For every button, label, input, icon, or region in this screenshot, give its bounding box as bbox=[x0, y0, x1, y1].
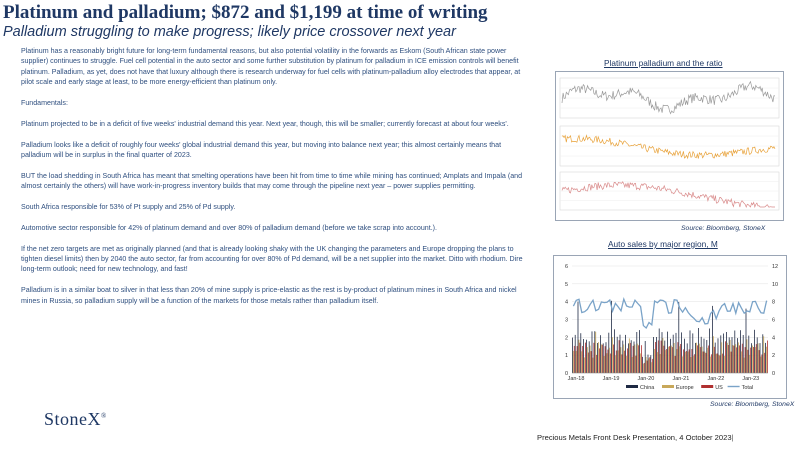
chart-auto-sales-legend-label-europe: Europe bbox=[676, 385, 694, 391]
chart-auto-sales-total-line bbox=[573, 299, 766, 328]
chart-auto-sales-bar-us bbox=[725, 341, 726, 373]
chart-auto-sales-bar-china bbox=[653, 337, 654, 373]
chart-auto-sales-bar-china bbox=[723, 334, 724, 374]
paragraph-load-shedding: BUT the load shedding in South Africa has meant that smelting operations have been hit from time to time while mining has continued; Amplats and Impala (and almost certainly the others) will have work-in-progress inventory builds that may come through the pipeline next year – power supplies permitting. bbox=[21, 171, 523, 191]
chart-auto-sales-bar-europe bbox=[618, 350, 619, 373]
chart-auto-sales-bar-china bbox=[592, 331, 593, 373]
footer bbox=[537, 433, 734, 442]
chart-auto-sales-bar-china bbox=[678, 302, 679, 373]
chart-auto-sales-bar-china bbox=[667, 332, 668, 373]
chart-auto-sales-bar-us bbox=[736, 347, 737, 373]
chart-auto-sales-bar-us bbox=[588, 353, 589, 374]
chart-auto-sales-bar-us bbox=[703, 352, 704, 374]
chart-auto-sales-bar-europe bbox=[766, 347, 767, 373]
chart-auto-sales-bar-us bbox=[672, 347, 673, 373]
chart-auto-sales-bar-china bbox=[712, 306, 713, 373]
chart-auto-sales-bar-us bbox=[579, 343, 580, 373]
chart-auto-sales-y-right-tick: 8 bbox=[772, 299, 776, 306]
chart-auto-sales-bar-europe bbox=[738, 342, 739, 373]
chart-auto-sales-bar-us bbox=[764, 353, 765, 373]
chart-auto-sales-bar-europe bbox=[733, 345, 734, 373]
chart-auto-sales-bar-europe bbox=[688, 352, 689, 374]
page-title: Platinum and palladium; $872 and $1,199 at time of writing bbox=[3, 2, 488, 23]
chart-auto-sales-bar-china bbox=[645, 341, 646, 373]
chart-auto-sales-y-left-tick: 6 bbox=[564, 264, 568, 270]
chart-auto-sales-bar-us bbox=[585, 343, 586, 373]
chart-auto-sales-bar-europe bbox=[741, 351, 742, 373]
chart-auto-sales-bar-china bbox=[740, 330, 741, 373]
chart-auto-sales-bar-us bbox=[700, 347, 701, 373]
chart-auto-sales-bar-china bbox=[709, 329, 710, 374]
chart-auto-sales-bar-china bbox=[597, 343, 598, 373]
chart-auto-sales-bar-us bbox=[635, 356, 636, 373]
chart-auto-sales-bar-china bbox=[594, 331, 595, 373]
chart-auto-sales-svg bbox=[554, 256, 786, 398]
chart-auto-sales-bar-china bbox=[746, 309, 747, 373]
chart-auto-sales-bar-europe bbox=[581, 351, 582, 373]
chart-auto-sales-bar-china bbox=[586, 340, 587, 373]
chart-auto-sales-bar-europe bbox=[635, 345, 636, 374]
chart-auto-sales-bar-europe bbox=[593, 358, 594, 373]
chart-pt-pd-platinum-line bbox=[562, 135, 775, 158]
chart-auto-sales-bar-us bbox=[683, 349, 684, 373]
chart-auto-sales-bar-europe bbox=[724, 356, 725, 373]
chart-auto-sales-bar-us bbox=[686, 351, 687, 373]
chart-auto-sales-y-right-tick: 0 bbox=[772, 371, 776, 377]
chart-auto-sales-bar-us bbox=[711, 354, 712, 373]
chart-auto-sales-bar-europe bbox=[623, 344, 624, 373]
chart-auto-sales-source: Source: Bloomberg, StoneX bbox=[710, 401, 795, 408]
chart-auto-sales-y-right-tick: 6 bbox=[772, 317, 776, 324]
chart-pt-pd-ratio-line bbox=[562, 82, 775, 114]
chart-auto-sales-bar-europe bbox=[621, 347, 622, 373]
chart-auto-sales-bar-china bbox=[754, 330, 755, 373]
chart-auto-sales-bar-us bbox=[613, 345, 614, 374]
chart-auto-sales-bar-us bbox=[677, 342, 678, 373]
chart-auto-sales-bar-china bbox=[648, 355, 649, 373]
chart-pt-pd bbox=[555, 71, 784, 221]
chart-auto-sales-bar-us bbox=[582, 346, 583, 373]
chart-auto-sales-bar-us bbox=[644, 363, 645, 373]
chart-auto-sales-bar-us bbox=[689, 349, 690, 373]
chart-auto-sales-bar-europe bbox=[615, 355, 616, 373]
chart-auto-sales-bar-china bbox=[684, 339, 685, 373]
chart-auto-sales-bar-us bbox=[697, 345, 698, 373]
chart-pt-pd-source: Source: Bloomberg, StoneX bbox=[681, 225, 766, 232]
chart-auto-sales-bar-europe bbox=[761, 357, 762, 374]
chart-auto-sales-bar-us bbox=[591, 351, 592, 373]
chart-auto-sales-bar-europe bbox=[665, 350, 666, 373]
chart-auto-sales-bar-europe bbox=[758, 343, 759, 373]
chart-auto-sales-bar-europe bbox=[646, 357, 647, 373]
paragraph-intro: Platinum has a reasonably bright future for long-term fundamental reasons, but also potential volatility in the forwards as Eskom (South African state power supplier) continues to struggle. Fuel cell potential in the auto sector and some further substitution by platinum for palladium in ICE emission controls will benefit platinum. Palladium, as yet, does not have that luxury although there is research underway for fuel cells with platinum-palladium alloy electrodes that appear, at pilot scale and early stage at least, to be more energy-efficient than platinum only. bbox=[21, 47, 521, 87]
chart-auto-sales-bar-china bbox=[765, 343, 766, 373]
paragraph-automotive-demand: Automotive sector responsible for 42% of platinum demand and over 80% of palladium demand (before we take scrap into account.). bbox=[21, 223, 438, 232]
chart-auto-sales-bar-europe bbox=[660, 354, 661, 373]
chart-auto-sales-bar-china bbox=[681, 332, 682, 373]
chart-auto-sales-x-tick: Jan-20 bbox=[637, 376, 655, 382]
chart-auto-sales-bar-china bbox=[636, 332, 637, 373]
chart-auto-sales-bar-europe bbox=[654, 349, 655, 373]
chart-auto-sales-bar-us bbox=[742, 344, 743, 373]
chart-auto-sales-legend-swatch-china bbox=[626, 385, 638, 388]
chart-auto-sales-bar-europe bbox=[573, 351, 574, 373]
chart-auto-sales-bar-china bbox=[690, 330, 691, 373]
chart-auto-sales-bar-china bbox=[704, 339, 705, 373]
chart-auto-sales-bar-china bbox=[732, 337, 733, 373]
chart-auto-sales-bar-china bbox=[762, 334, 763, 373]
paragraph-fundamentals-heading: Fundamentals: bbox=[21, 99, 68, 108]
chart-auto-sales-bar-europe bbox=[657, 352, 658, 373]
chart-auto-sales-bar-china bbox=[608, 333, 609, 373]
chart-auto-sales-y-right-tick: 10 bbox=[772, 281, 779, 288]
chart-auto-sales-bar-us bbox=[680, 344, 681, 373]
chart-auto-sales-bar-europe bbox=[637, 344, 638, 373]
chart-auto-sales-bar-europe bbox=[755, 347, 756, 373]
chart-auto-sales-legend-swatch-europe bbox=[662, 385, 674, 388]
chart-auto-sales-bar-china bbox=[698, 328, 699, 373]
chart-auto-sales-bar-china bbox=[670, 339, 671, 373]
chart-auto-sales-bar-us bbox=[753, 347, 754, 373]
chart-auto-sales-bar-china bbox=[664, 341, 665, 373]
chart-auto-sales-bar-china bbox=[642, 357, 643, 373]
chart-auto-sales-bar-us bbox=[638, 345, 639, 373]
chart-auto-sales-bar-us bbox=[593, 343, 594, 373]
chart-auto-sales-bar-europe bbox=[705, 352, 706, 373]
chart-auto-sales-bar-us bbox=[745, 347, 746, 373]
chart-auto-sales-x-tick: Jan-18 bbox=[567, 376, 585, 382]
chart-auto-sales-bar-europe bbox=[763, 336, 764, 373]
chart-auto-sales-title: Auto sales by major region, M bbox=[608, 239, 718, 249]
chart-auto-sales-bar-china bbox=[578, 302, 579, 373]
chart-auto-sales-bar-europe bbox=[682, 356, 683, 373]
chart-auto-sales-bar-us bbox=[596, 355, 597, 373]
chart-auto-sales-bar-us bbox=[719, 356, 720, 374]
chart-auto-sales-bar-us bbox=[747, 350, 748, 373]
chart-auto-sales-bar-europe bbox=[587, 347, 588, 373]
chart-auto-sales bbox=[553, 255, 787, 399]
chart-auto-sales-bar-us bbox=[714, 347, 715, 373]
footer-text: Precious Metals Front Desk Presentation, 4 October 2023 bbox=[537, 433, 732, 442]
chart-auto-sales-y-left-tick: 1 bbox=[564, 353, 568, 360]
chart-auto-sales-bar-europe bbox=[643, 364, 644, 373]
chart-auto-sales-bar-europe bbox=[609, 348, 610, 373]
chart-auto-sales-bar-china bbox=[600, 335, 601, 373]
page-subtitle: Palladium struggling to make progress; likely price crossover next year bbox=[3, 24, 456, 40]
paragraph-palladium-supply: Palladium is in a similar boat to silver in that less than 20% of mine supply is price-elastic as the rest is by-product of platinum mines in South Africa and nickel mines in Russia, so palladium supply will be a function of the markets for those metals rather than palladium itself. bbox=[21, 286, 517, 305]
chart-auto-sales-bar-europe bbox=[744, 358, 745, 373]
chart-auto-sales-bar-us bbox=[647, 361, 648, 374]
chart-auto-sales-bar-europe bbox=[640, 353, 641, 373]
chart-auto-sales-bar-us bbox=[574, 346, 575, 373]
chart-auto-sales-bar-us bbox=[663, 346, 664, 373]
chart-auto-sales-bar-europe bbox=[702, 347, 703, 373]
chart-auto-sales-bar-china bbox=[757, 337, 758, 373]
chart-auto-sales-bar-china bbox=[656, 337, 657, 373]
chart-auto-sales-bar-china bbox=[634, 342, 635, 374]
chart-auto-sales-bar-us bbox=[630, 343, 631, 373]
chart-auto-sales-bar-china bbox=[580, 333, 581, 373]
paragraph-palladium-deficit: Palladium looks like a deficit of roughly four weeks' global industrial demand this year, but moving into balance next year; this almost certainly means that palladium will be in surplus in the final quarter of 2023. bbox=[21, 140, 502, 160]
chart-auto-sales-bar-china bbox=[718, 338, 719, 373]
chart-auto-sales-bar-us bbox=[599, 348, 600, 373]
chart-auto-sales-bar-europe bbox=[707, 348, 708, 373]
chart-auto-sales-bar-us bbox=[655, 342, 656, 373]
chart-auto-sales-bar-europe bbox=[691, 357, 692, 373]
chart-auto-sales-bar-europe bbox=[685, 352, 686, 373]
chart-auto-sales-bar-us bbox=[750, 348, 751, 373]
chart-auto-sales-bar-china bbox=[715, 343, 716, 373]
chart-auto-sales-bar-europe bbox=[710, 357, 711, 374]
chart-auto-sales-bar-china bbox=[692, 333, 693, 373]
chart-auto-sales-bar-china bbox=[760, 343, 761, 373]
chart-auto-sales-bar-europe bbox=[595, 332, 596, 373]
chart-auto-sales-bar-europe bbox=[749, 355, 750, 373]
chart-auto-sales-bar-europe bbox=[674, 343, 675, 373]
chart-auto-sales-bar-china bbox=[662, 332, 663, 373]
body-text bbox=[21, 46, 531, 316]
chart-auto-sales-bar-china bbox=[695, 343, 696, 373]
chart-auto-sales-bar-china bbox=[631, 340, 632, 373]
chart-auto-sales-bar-china bbox=[729, 337, 730, 373]
chart-auto-sales-bar-us bbox=[658, 340, 659, 373]
chart-auto-sales-bar-china bbox=[583, 339, 584, 373]
chart-auto-sales-bar-europe bbox=[668, 347, 669, 373]
chart-auto-sales-bar-china bbox=[625, 335, 626, 373]
chart-auto-sales-legend-label-total: Total bbox=[741, 385, 754, 391]
chart-auto-sales-bar-china bbox=[622, 341, 623, 373]
chart-auto-sales-bar-europe bbox=[632, 357, 633, 373]
chart-auto-sales-legend-label-us: US bbox=[715, 385, 723, 391]
chart-auto-sales-y-left-tick: 0 bbox=[564, 371, 568, 377]
chart-auto-sales-bar-us bbox=[624, 351, 625, 373]
chart-auto-sales-bar-china bbox=[734, 331, 735, 374]
chart-auto-sales-x-tick: Jan-21 bbox=[672, 376, 690, 382]
chart-auto-sales-bar-china bbox=[706, 340, 707, 373]
chart-auto-sales-bar-china bbox=[606, 342, 607, 373]
chart-auto-sales-bar-china bbox=[575, 335, 576, 373]
chart-auto-sales-bar-us bbox=[669, 346, 670, 373]
chart-auto-sales-bar-europe bbox=[679, 346, 680, 373]
chart-auto-sales-bar-europe bbox=[629, 338, 630, 373]
chart-auto-sales-bar-europe bbox=[716, 354, 717, 373]
chart-auto-sales-bar-us bbox=[675, 356, 676, 373]
chart-auto-sales-bar-europe bbox=[713, 336, 714, 373]
chart-auto-sales-bar-us bbox=[652, 359, 653, 373]
chart-auto-sales-bar-china bbox=[720, 335, 721, 373]
chart-auto-sales-bar-us bbox=[607, 350, 608, 373]
chart-auto-sales-bar-us bbox=[627, 348, 628, 373]
chart-auto-sales-y-right-tick: 2 bbox=[772, 353, 776, 360]
chart-auto-sales-bar-us bbox=[610, 354, 611, 374]
chart-auto-sales-y-left-tick: 2 bbox=[564, 335, 568, 342]
chart-auto-sales-bar-us bbox=[708, 346, 709, 374]
chart-auto-sales-bar-europe bbox=[747, 339, 748, 373]
chart-auto-sales-bar-us bbox=[602, 345, 603, 373]
chart-auto-sales-bar-china bbox=[673, 335, 674, 373]
chart-auto-sales-bar-us bbox=[661, 341, 662, 373]
chart-auto-sales-bar-china bbox=[748, 336, 749, 373]
chart-auto-sales-bar-europe bbox=[601, 344, 602, 373]
chart-auto-sales-bar-us bbox=[633, 346, 634, 373]
chart-auto-sales-bar-europe bbox=[727, 343, 728, 373]
chart-auto-sales-bar-us bbox=[731, 352, 732, 373]
chart-auto-sales-bar-europe bbox=[604, 356, 605, 373]
chart-auto-sales-bar-us bbox=[717, 353, 718, 373]
chart-auto-sales-bar-china bbox=[572, 338, 573, 373]
chart-auto-sales-bar-europe bbox=[677, 349, 678, 373]
chart-auto-sales-bar-china bbox=[639, 330, 640, 373]
stonex-logo: StoneX® bbox=[44, 409, 107, 429]
chart-auto-sales-bar-us bbox=[605, 346, 606, 373]
chart-pt-pd-palladium-line bbox=[562, 182, 775, 207]
chart-auto-sales-bar-europe bbox=[721, 342, 722, 373]
chart-pt-pd-svg bbox=[556, 72, 783, 220]
chart-auto-sales-bar-europe bbox=[693, 356, 694, 373]
chart-auto-sales-bar-us bbox=[649, 357, 650, 373]
chart-auto-sales-bar-us bbox=[577, 346, 578, 373]
chart-auto-sales-bar-europe bbox=[590, 346, 591, 373]
chart-auto-sales-bar-europe bbox=[730, 340, 731, 373]
chart-auto-sales-bar-china bbox=[620, 335, 621, 373]
chart-auto-sales-bar-china bbox=[603, 343, 604, 373]
chart-auto-sales-bar-europe bbox=[649, 358, 650, 373]
chart-auto-sales-y-left-tick: 4 bbox=[564, 299, 568, 306]
chart-auto-sales-bar-china bbox=[676, 333, 677, 373]
chart-auto-sales-bar-us bbox=[739, 345, 740, 373]
chart-auto-sales-bar-china bbox=[743, 335, 744, 373]
chart-auto-sales-bar-us bbox=[756, 344, 757, 373]
chart-auto-sales-bar-us bbox=[759, 350, 760, 373]
chart-auto-sales-bar-us bbox=[733, 346, 734, 373]
chart-auto-sales-bar-china bbox=[687, 343, 688, 373]
chart-auto-sales-bar-europe bbox=[671, 346, 672, 373]
chart-auto-sales-bar-us bbox=[619, 340, 620, 373]
chart-auto-sales-bar-us bbox=[767, 341, 768, 374]
chart-auto-sales-y-right-tick: 4 bbox=[772, 335, 776, 342]
chart-auto-sales-bar-china bbox=[614, 329, 615, 373]
chart-auto-sales-bar-europe bbox=[752, 346, 753, 374]
chart-auto-sales-bar-europe bbox=[699, 344, 700, 373]
chart-auto-sales-bar-us bbox=[705, 353, 706, 373]
chart-pt-pd-title: Platinum palladium and the ratio bbox=[604, 58, 723, 68]
chart-auto-sales-bar-europe bbox=[607, 353, 608, 373]
footer-separator: | bbox=[731, 433, 734, 442]
paragraph-net-zero: If the net zero targets are met as originally planned (and that is already looking shaky with the UK changing the parameters and Europe dropping the plans to tighten diesel limits) then by 2040 the auto sector, far from accounting for over 80% of Pd demand, will be a net supplier into the market. Ditto with rhodium. Dire long-term outlook; need for new technology, and fast! bbox=[21, 244, 523, 274]
chart-auto-sales-bar-us bbox=[621, 354, 622, 373]
chart-auto-sales-bar-europe bbox=[612, 337, 613, 373]
chart-auto-sales-bar-europe bbox=[696, 343, 697, 373]
chart-auto-sales-bar-europe bbox=[719, 355, 720, 373]
chart-auto-sales-bar-us bbox=[691, 349, 692, 373]
chart-auto-sales-bar-europe bbox=[663, 338, 664, 373]
chart-auto-sales-bar-china bbox=[589, 341, 590, 373]
chart-auto-sales-y-right-tick: 12 bbox=[772, 264, 779, 270]
chart-auto-sales-bar-china bbox=[737, 338, 738, 373]
chart-auto-sales-bar-us bbox=[616, 351, 617, 374]
chart-auto-sales-bar-europe bbox=[579, 340, 580, 373]
chart-auto-sales-bar-europe bbox=[651, 362, 652, 373]
chart-auto-sales-bar-us bbox=[641, 345, 642, 373]
chart-auto-sales-bar-us bbox=[761, 355, 762, 374]
chart-auto-sales-bar-us bbox=[694, 354, 695, 373]
chart-auto-sales-bar-europe bbox=[576, 351, 577, 373]
chart-auto-sales-bar-europe bbox=[584, 357, 585, 373]
chart-auto-sales-bar-china bbox=[628, 343, 629, 373]
chart-auto-sales-bar-us bbox=[666, 349, 667, 373]
chart-auto-sales-bar-china bbox=[751, 343, 752, 373]
chart-auto-sales-legend-swatch-us bbox=[701, 385, 713, 388]
chart-auto-sales-x-tick: Jan-19 bbox=[602, 376, 620, 382]
chart-auto-sales-bar-china bbox=[659, 329, 660, 374]
chart-auto-sales-bar-us bbox=[722, 354, 723, 373]
chart-auto-sales-bar-europe bbox=[735, 344, 736, 373]
chart-auto-sales-bar-us bbox=[728, 345, 729, 373]
chart-auto-sales-x-tick: Jan-23 bbox=[742, 376, 760, 382]
chart-auto-sales-bar-china bbox=[726, 332, 727, 373]
paragraph-south-africa-supply: South Africa responsible for 53% of Pt supply and 25% of Pd supply. bbox=[21, 203, 236, 212]
chart-auto-sales-bar-china bbox=[701, 337, 702, 373]
chart-auto-sales-bar-europe bbox=[598, 342, 599, 373]
chart-auto-sales-bar-china bbox=[611, 301, 612, 373]
chart-auto-sales-bar-china bbox=[650, 355, 651, 373]
chart-auto-sales-y-left-tick: 5 bbox=[564, 281, 568, 288]
chart-auto-sales-x-tick: Jan-22 bbox=[707, 376, 725, 382]
chart-auto-sales-legend-label-china: China bbox=[640, 385, 655, 391]
chart-auto-sales-y-left-tick: 3 bbox=[564, 317, 568, 324]
chart-auto-sales-bar-europe bbox=[626, 356, 627, 373]
chart-auto-sales-bar-china bbox=[617, 337, 618, 373]
paragraph-platinum-deficit: Platinum projected to be in a deficit of five weeks' industrial demand this year. Next year, though, this will be smaller; currently forecast at about four weeks'. bbox=[21, 119, 509, 128]
